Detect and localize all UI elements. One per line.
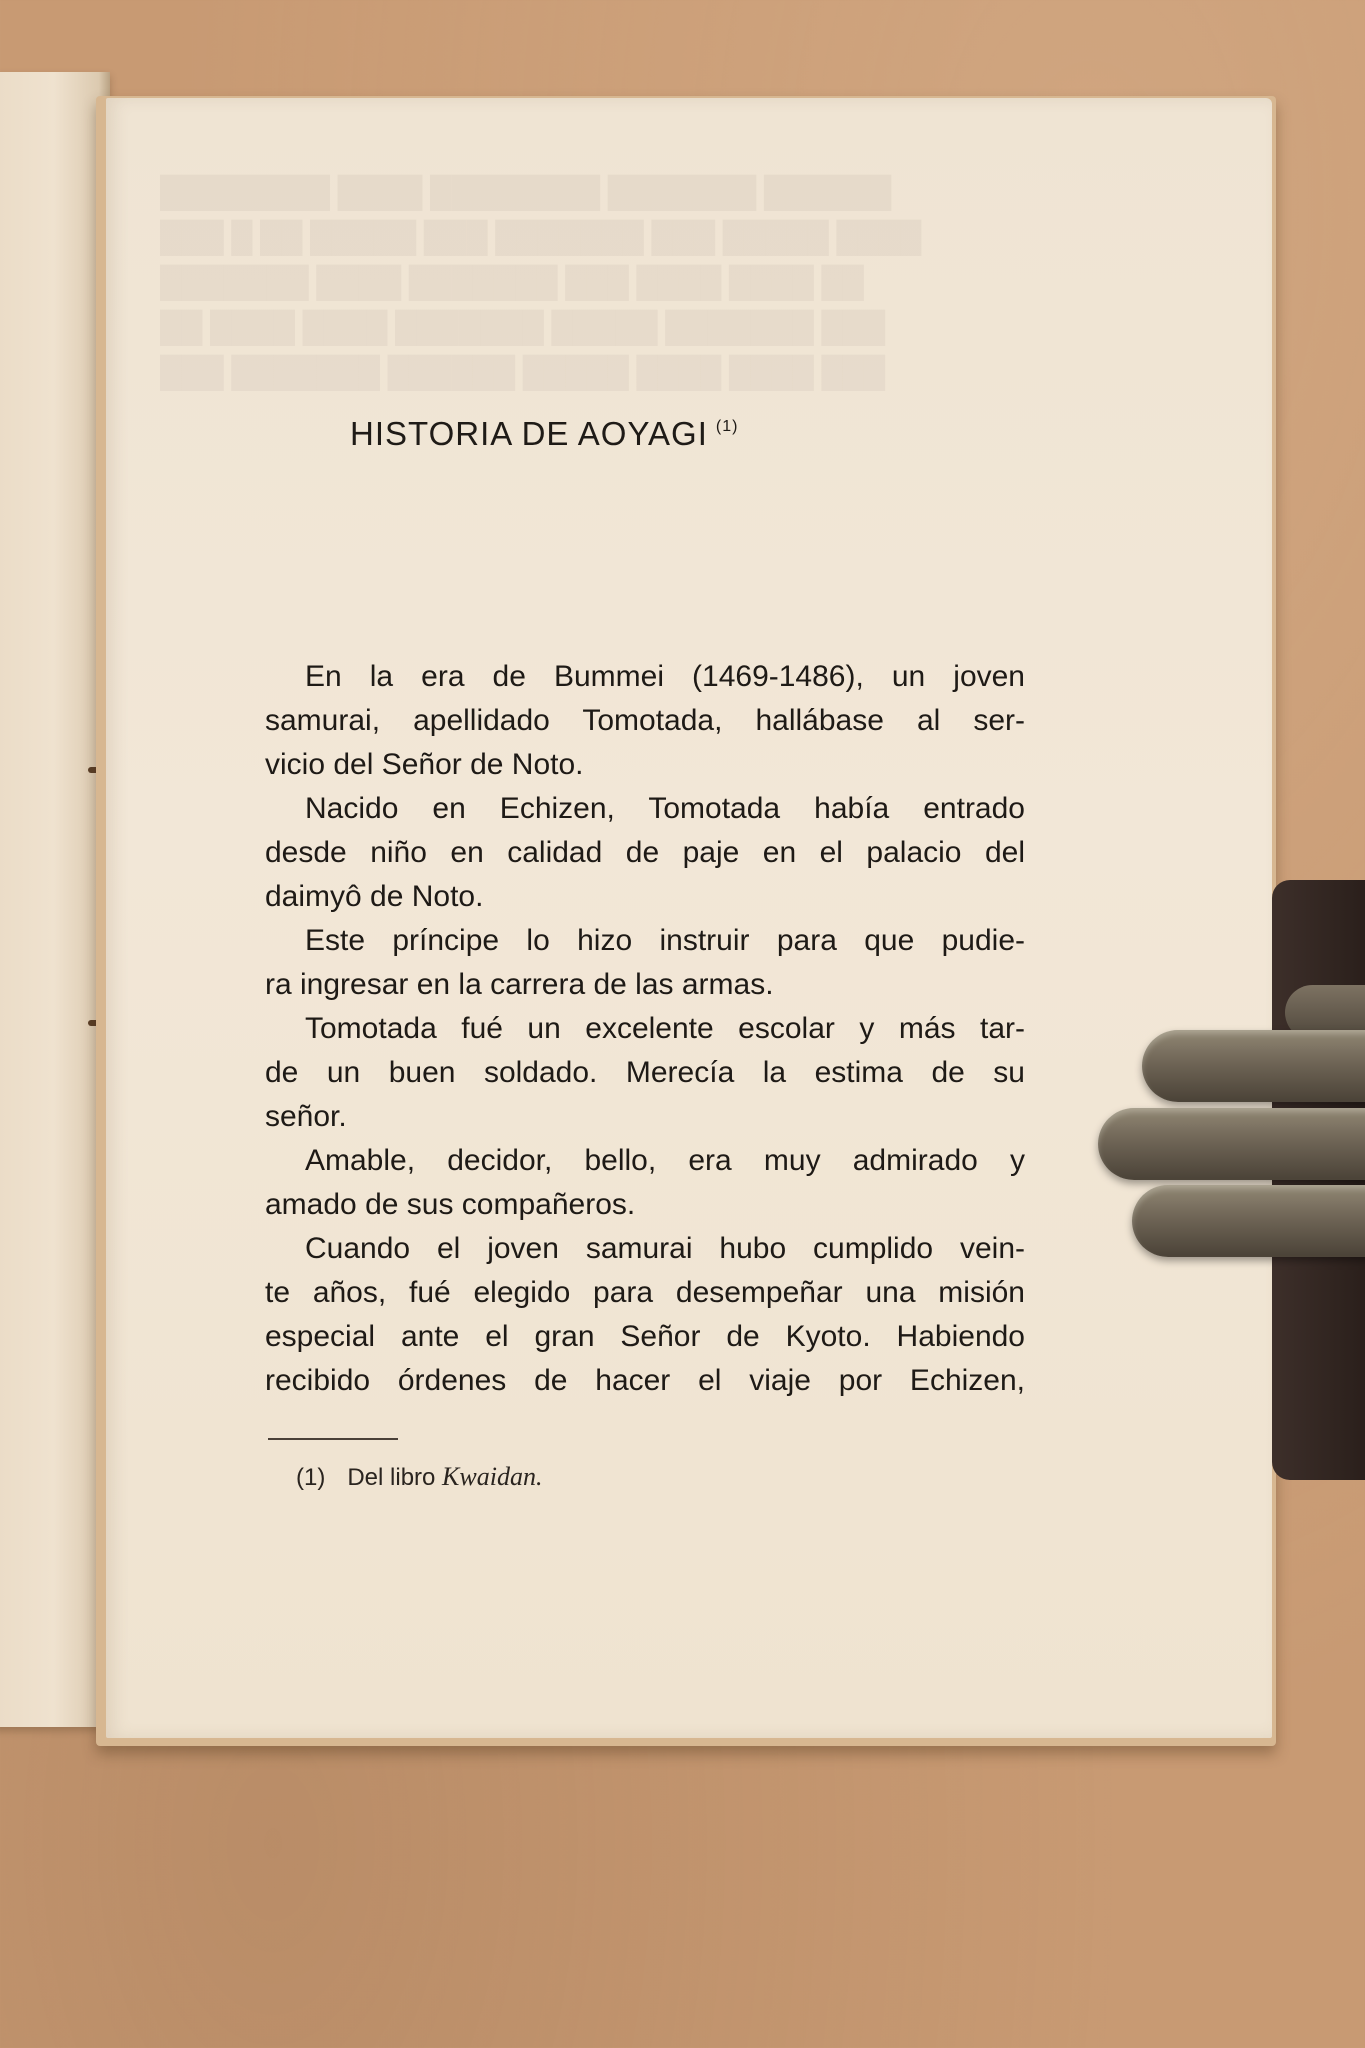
- footnote: [296, 1462, 796, 1492]
- text-line: Nacido en Echizen, Tomotada había entrado: [305, 792, 1025, 825]
- text-line: daimyô de Noto.: [265, 880, 484, 913]
- text-line: te años, fué elegido para desempeñar una misión: [265, 1276, 1025, 1309]
- footnote-reference: (1): [715, 418, 739, 435]
- chapter-title: [350, 415, 1030, 453]
- text-line: recibido órdenes de hacer el viaje por Echizen,: [265, 1364, 1025, 1397]
- text-line: ra ingresar en la carrera de las armas.: [265, 968, 774, 1001]
- footnote-book-title: Kwaidan.: [442, 1462, 543, 1491]
- left-page: [0, 72, 110, 1727]
- body-text: [265, 655, 1025, 1403]
- bookend-finger: [1142, 1030, 1365, 1102]
- paragraph: [265, 655, 1025, 787]
- bookend-finger: [1132, 1185, 1365, 1257]
- text-line: Este príncipe lo hizo instruir para que pudie-: [305, 924, 1025, 957]
- footnote-text: Del libro: [347, 1464, 436, 1491]
- paragraph: [265, 919, 1025, 1007]
- footnote-rule: [268, 1438, 398, 1440]
- bookend-base: [1272, 880, 1365, 1480]
- text-line: especial ante el gran Señor de Kyoto. Habiendo: [265, 1320, 1025, 1353]
- text-line: de un buen soldado. Merecía la estima de su: [265, 1056, 1025, 1089]
- paragraph: [265, 1007, 1025, 1139]
- paragraph: [265, 1227, 1025, 1403]
- chapter-title-text: HISTORIA DE AOYAGI: [350, 415, 708, 452]
- text-line: Tomotada fué un excelente escolar y más tar-: [305, 1012, 1025, 1045]
- text-line: Cuando el joven samurai hubo cumplido vein-: [305, 1232, 1025, 1265]
- text-line: amado de sus compañeros.: [265, 1188, 636, 1221]
- footnote-marker: (1): [296, 1464, 326, 1491]
- text-line: desde niño en calidad de paje en el palacio del: [265, 836, 1025, 869]
- text-line: samurai, apellidado Tomotada, hallábase al ser-: [265, 704, 1025, 737]
- text-line: Amable, decidor, bello, era muy admirado y: [305, 1144, 1025, 1177]
- text-line: vicio del Señor de Noto.: [265, 748, 584, 781]
- paragraph: [265, 787, 1025, 919]
- paragraph: [265, 1139, 1025, 1227]
- bookend-finger: [1098, 1108, 1365, 1180]
- text-line: señor.: [265, 1100, 347, 1133]
- text-line: En la era de Bummei (1469-1486), un joven: [305, 660, 1025, 693]
